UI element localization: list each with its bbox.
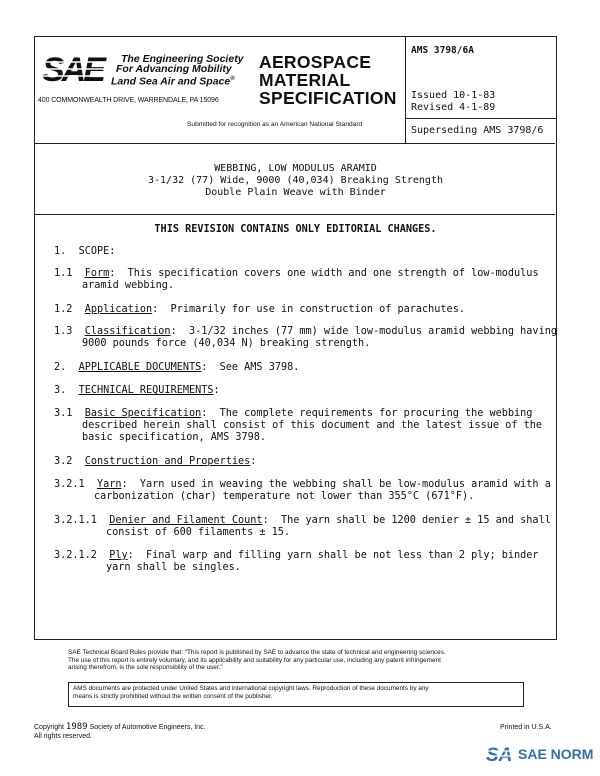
org-name-line2: For Advancing Mobility [116,63,232,75]
section-1-1-cont: aramid webbing. [82,280,175,291]
section-3-2: 3.2 Construction and Properties: [54,456,257,467]
spec-title-line2: 3-1/32 (77) Wide, 9000 (40,034) Breaking Strength [147,175,443,186]
copyright-line: Copyright 1989 Society of Automotive Engineers, Inc. [34,722,206,732]
section-3-2-1-2: 3.2.1.2 Ply: Final warp and filling yarn shall be not less than 2 ply; binder [54,550,539,561]
all-rights-reserved: All rights reserved. [34,733,92,740]
section-3-2-1-1-cont: consist of 600 filaments ± 15. [106,527,291,538]
section-1-2: 1.2 Application: Primarily for use in construction of parachutes. [54,304,465,315]
title-specification: SPECIFICATION [259,88,397,108]
board-rules: SAE Technical Board Rules provide that: "This report is published by SAE to advance the state of technical and engineering sciences. The use of this report is entirely voluntary, and its applicability and suitability for any particular use, including any patent infringement arising therefrom, is the sole responsibility of the user." [68,649,446,672]
section-3-2-1-1: 3.2.1.1 Denier and Filament Count: The yarn shall be 1200 denier ± 15 and shall [54,515,551,526]
printed-in: Printed in U.S.A. [500,724,552,731]
section-1-1: 1.1 Form: This specification covers one width and one strength of low-modulus [54,268,539,279]
svg-text:SAE: SAE [42,52,103,84]
issued-date: Issued 10-1-83 [411,90,496,101]
section-1-3: 1.3 Classification: 3-1/32 inches (77 mm) wide low-modulus aramid webbing having [54,326,557,337]
doc-number: AMS 3798/6A [411,45,474,56]
svg-text:SA: SA [486,745,513,764]
title-material: MATERIAL [259,70,351,90]
sae-norm-logo-icon [486,744,516,764]
section-3-1-cont2: basic specification, AMS 3798. [82,432,267,443]
section-3-2-1-cont: carbonization (char) temperature not lower than 355°C (671°F). [94,491,475,502]
section-1-3-cont: 9000 pounds force (40,034 N) breaking strength. [82,338,371,349]
superseding: Superseding AMS 3798/6 [411,125,544,136]
address: 400 COMMONWEALTH DRIVE, WARRENDALE, PA 15096 [38,97,219,104]
spec-title-line3: Double Plain Weave with Binder [205,187,386,198]
submitted-note: Submitted for recognition as an American National Standard [187,121,363,128]
title-divider [35,214,555,215]
section-2: 2. APPLICABLE DOCUMENTS: See AMS 3798. [54,362,300,373]
org-name-line3: Land Sea Air and Space® [111,75,235,88]
section-3-1-cont1: described herein shall consist of this document and the latest issue of the [82,420,543,431]
section-3-1: 3.1 Basic Specification: The complete requirements for procuring the webbing [54,408,533,419]
section-1: 1. SCOPE: [54,246,116,257]
copyright-notice-box: AMS documents are protected under United States and international copyright laws. Reproduction of these documents by any means is strictly prohibited without the written consent of the publisher. [68,682,524,707]
section-3-2-1: 3.2.1 Yarn: Yarn used in weaving the webbing shall be low-modulus aramid with a [54,479,551,490]
revision-notice: THIS REVISION CONTAINS ONLY EDITORIAL CHANGES. [154,224,437,235]
title-aerospace: AEROSPACE [259,52,372,72]
sae-logo-icon [42,52,118,84]
org-name-line1: The Engineering Society [121,53,244,65]
spec-title-line1: WEBBING, LOW MODULUS ARAMID [214,163,377,174]
sae-norm-stamp [486,744,593,764]
section-3-2-1-2-cont: yarn shall be singles. [106,562,241,573]
sae-norm-brand: SAE NORM [518,746,594,762]
section-3: 3. TECHNICAL REQUIREMENTS: [54,385,220,396]
revised-date: Revised 4-1-89 [411,102,496,113]
header-column-divider [405,37,406,143]
header-divider [35,143,555,144]
superseding-divider [405,118,557,119]
